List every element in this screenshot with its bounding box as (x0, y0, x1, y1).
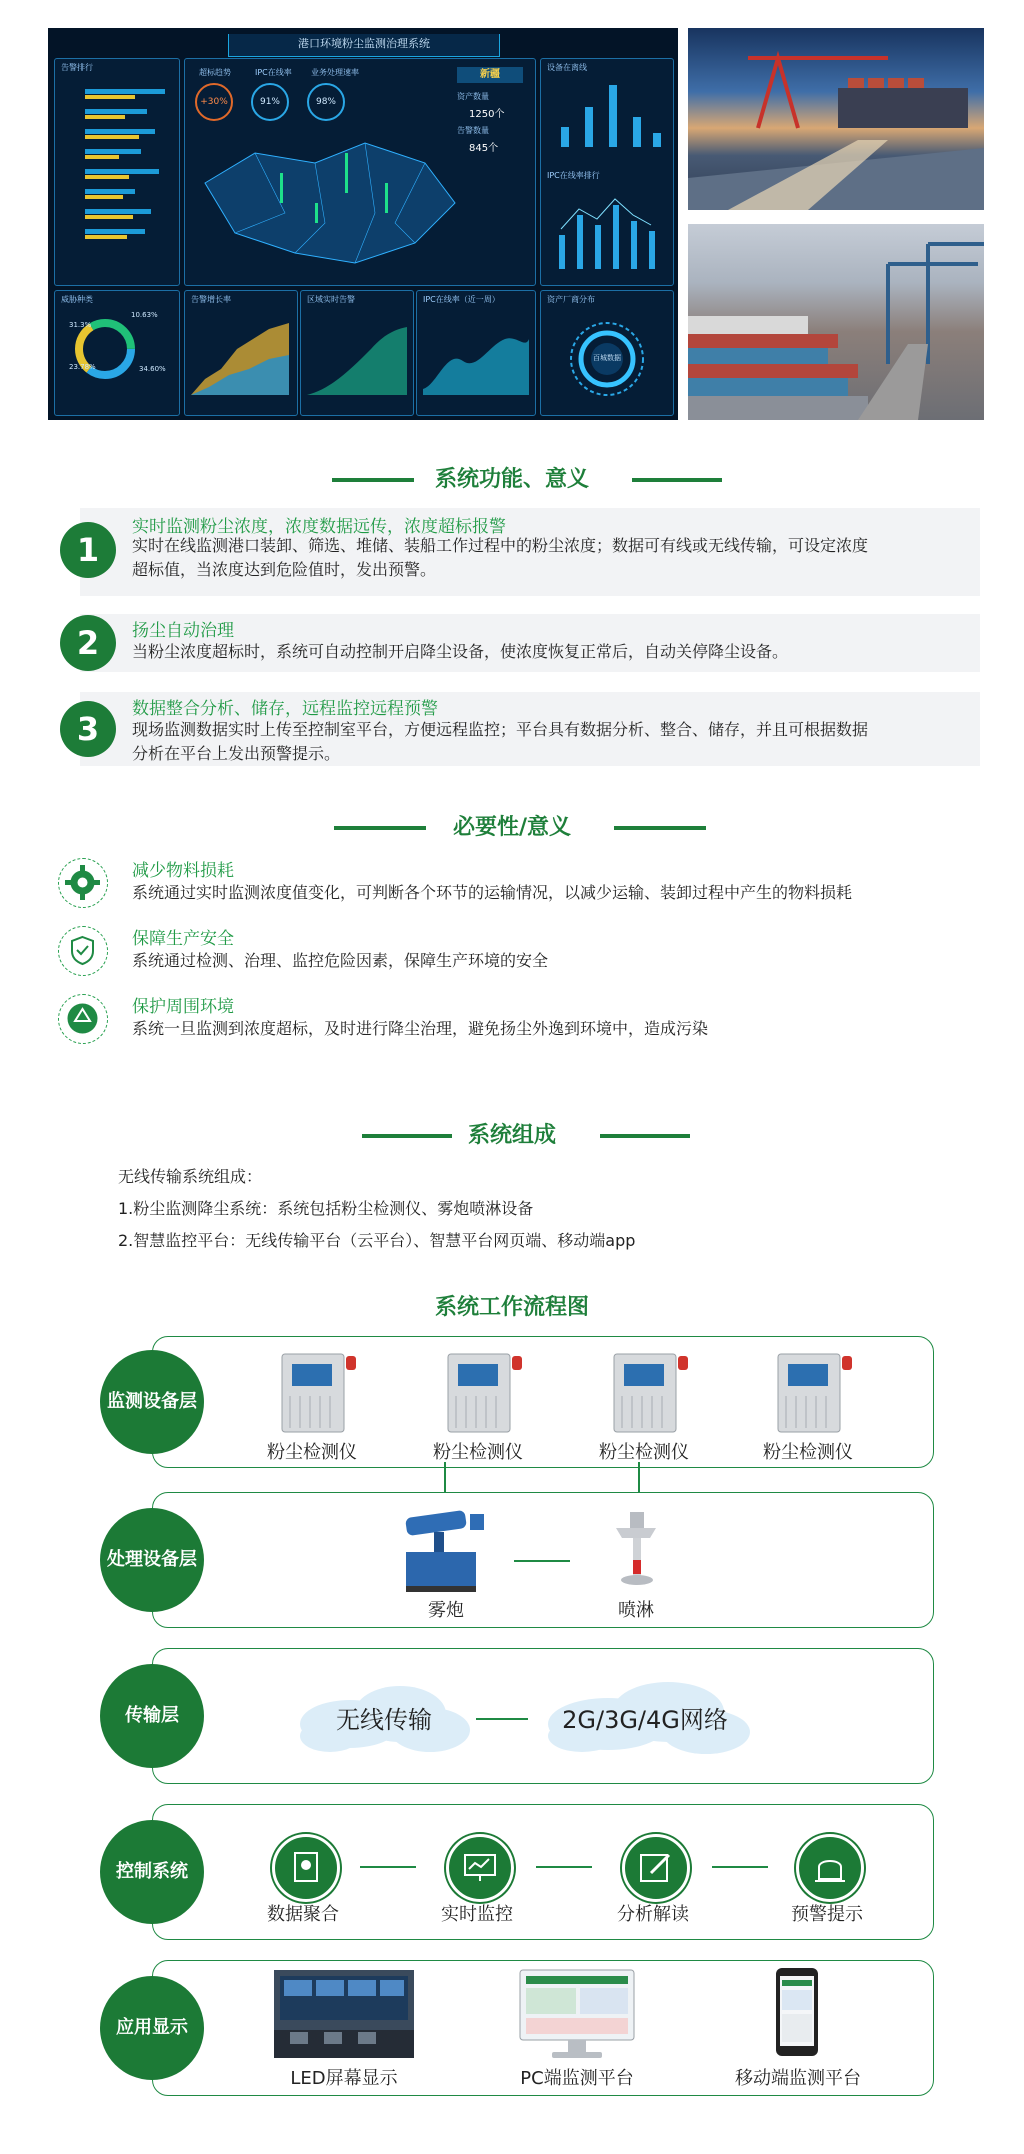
ipc-week-panel (416, 290, 536, 416)
dashboard-screenshot (48, 28, 678, 420)
need-3-text: 系统一旦监测到浓度超标，及时进行降尘治理，避免扬尘外逸到环境中，造成污染 (132, 1019, 709, 1038)
mobile-phone-illustration (774, 1966, 822, 2060)
gear-icon-shape (59, 859, 106, 906)
donut-value-4: 31.3% (69, 321, 92, 329)
need-2-heading: 保障生产安全 (132, 929, 234, 949)
metric-label-2: IPC在线率 (255, 68, 292, 77)
donut-value-3: 34.60% (139, 365, 166, 373)
dust-detector-1 (280, 1348, 360, 1436)
alarm-rank-panel (54, 58, 180, 286)
metric-gauge-3: 98% (307, 83, 345, 121)
monitor-device-label-1: 粉尘检测仪 (267, 1442, 357, 1463)
ipc-rank-title: IPC在线率排行 (547, 171, 600, 180)
layer-display: 应用显示 (100, 1976, 204, 2080)
shield-icon-shape (59, 927, 106, 974)
edit-icon (622, 1834, 690, 1902)
control-label-3: 分析解读 (617, 1904, 689, 1925)
display-label-1: LED屏幕显示 (290, 2068, 398, 2089)
led-screen-photo (274, 1970, 414, 2058)
dust-detector-4 (776, 1348, 856, 1436)
control-label-4: 预警提示 (791, 1904, 863, 1925)
threat-type-title: 威胁种类 (61, 295, 93, 304)
feature-3-heading: 数据整合分析、储存，远程监控远程预警 (132, 699, 438, 719)
alarm-shape (799, 1837, 861, 1899)
alarm-rank-bars (55, 79, 179, 279)
port-crane-photo (688, 28, 984, 210)
feature-1-text-line1: 实时在线监测港口装卸、筛选、堆储、装船工作过程中的粉尘浓度；数据可有线或无线传输，可设定浓度 (132, 536, 869, 555)
device-online-bars (541, 77, 673, 157)
section1-line-right (632, 478, 722, 482)
alert-growth-panel (184, 290, 298, 416)
dust-detector-icon (776, 1348, 856, 1436)
sprinkler-icon (606, 1508, 666, 1594)
monitor-device-label-2: 粉尘检测仪 (433, 1442, 523, 1463)
alert-value: 845个 (469, 143, 499, 154)
transport-label-2: 2G/3G/4G网络 (562, 1706, 728, 1734)
display-label-2: PC端监测平台 (520, 2068, 634, 2089)
section2-title: 必要性/意义 (452, 815, 572, 840)
ipc-week-title: IPC在线率（近一周） (423, 295, 500, 304)
pc-monitor-illustration (518, 1968, 636, 2062)
edit-shape (625, 1837, 687, 1899)
process-device-label-2: 喷淋 (618, 1600, 654, 1621)
display-label-3: 移动端监测平台 (735, 2068, 861, 2089)
monitor-device-label-4: 粉尘检测仪 (763, 1442, 853, 1463)
region-map (195, 123, 465, 273)
pc-monitor-photo (518, 1968, 636, 2062)
gear-icon (58, 858, 108, 908)
donut-value-1: 10.63% (131, 311, 158, 319)
donut-value-2: 23.78% (69, 363, 96, 371)
fog-cannon (396, 1508, 496, 1594)
asset-value: 1250个 (469, 109, 505, 120)
feature-2-heading: 扬尘自动治理 (132, 621, 234, 641)
region-badge: 新疆 (457, 67, 523, 83)
feature-3-number: 3 (60, 701, 116, 757)
feature-3-text-line1: 现场监测数据实时上传至控制室平台，方便远程监控；平台具有数据分析、整合、储存，并且可根据数据 (132, 720, 869, 739)
feature-2-number: 2 (60, 615, 116, 671)
dust-detector-3 (612, 1348, 692, 1436)
flow-title: 系统工作流程图 (434, 1295, 589, 1320)
layer-process: 处理设备层 (100, 1508, 204, 1612)
layer-monitor: 监测设备层 (100, 1350, 204, 1454)
section3-line-right (600, 1134, 690, 1138)
dust-detector-icon (612, 1348, 692, 1436)
need-2-text: 系统通过检测、治理、监控危险因素，保障生产环境的安全 (132, 951, 549, 970)
map-panel (184, 58, 536, 286)
led-screen-illustration (274, 1970, 414, 2058)
area-alert-curve (301, 309, 413, 409)
process-device-label-1: 雾炮 (428, 1600, 464, 1621)
metric-label-3: 业务处理速率 (311, 68, 359, 77)
feature-2-text-line1: 当粉尘浓度超标时，系统可自动控制开启降尘设备，使浓度恢复正常后，自动关停降尘设备。 (132, 642, 789, 661)
ipc-rank-chart (541, 185, 673, 275)
shield-icon (58, 926, 108, 976)
process-connector (514, 1560, 570, 1562)
alert-growth-title: 告警增长率 (191, 295, 231, 304)
mobile-phone-photo (774, 1966, 822, 2060)
composition-line-1: 无线传输系统组成： (118, 1167, 263, 1186)
control-label-1: 数据聚合 (267, 1904, 339, 1925)
recycle-icon-shape (59, 995, 106, 1042)
area-alert-panel (300, 290, 414, 416)
composition-line-3: 2.智慧监控平台：无线传输平台（云平台）、智慧平台网页端、移动端app (118, 1231, 636, 1250)
control-label-2: 实时监控 (441, 1904, 513, 1925)
section2-line-right (614, 826, 706, 830)
container-yard-photo (688, 224, 984, 420)
section3-title: 系统组成 (467, 1123, 556, 1148)
transport-connector (476, 1718, 528, 1720)
need-1-text: 系统通过实时监测浓度值变化，可判断各个环节的运输情况，以减少运输、装卸过程中产生的物料损耗 (132, 883, 853, 902)
threat-type-panel (54, 290, 180, 416)
sprinkler (606, 1508, 666, 1594)
clipboard-icon (275, 1837, 337, 1899)
need-1-heading: 减少物料损耗 (132, 861, 234, 881)
feature-1-heading: 实时监测粉尘浓度，浓度数据远传，浓度超标报警 (132, 517, 506, 537)
port-crane-illustration (688, 28, 984, 210)
alarm-rank-title: 告警排行 (61, 63, 93, 72)
alarm-icon (796, 1834, 864, 1902)
fog-cannon-icon (396, 1508, 496, 1594)
vendor-center-label: 百城数据 (593, 354, 621, 362)
monitor-icon (446, 1834, 514, 1902)
composition-line-2: 1.粉尘监测降尘系统：系统包括粉尘检测仪、雾炮喷淋设备 (118, 1199, 534, 1218)
need-3-heading: 保护周围环境 (132, 997, 234, 1017)
vendor-panel (540, 290, 674, 416)
metric-label-1: 超标趋势 (199, 68, 231, 77)
monitor-device-label-3: 粉尘检测仪 (599, 1442, 689, 1463)
data-aggregate-icon (272, 1834, 340, 1902)
ipc-week-curve (417, 309, 535, 409)
feature-3-text-line2: 分析在平台上发出预警提示。 (132, 744, 341, 763)
transport-label-1: 无线传输 (336, 1706, 432, 1734)
recycle-icon (58, 994, 108, 1044)
dust-detector-icon (446, 1348, 526, 1436)
metric-gauge-1: +30% (195, 83, 233, 121)
alert-growth-area (185, 309, 297, 409)
layer-control: 控制系统 (100, 1820, 204, 1924)
control-connector-2 (536, 1866, 592, 1868)
layer-transport: 传输层 (100, 1664, 204, 1768)
device-online-title: 设备在离线 (547, 63, 587, 72)
monitor-shape (449, 1837, 511, 1899)
control-connector-1 (360, 1866, 416, 1868)
feature-1-number: 1 (60, 522, 116, 578)
container-yard-illustration (688, 224, 984, 420)
alert-label: 告警数量 (457, 126, 489, 135)
metric-gauge-2: 91% (251, 83, 289, 121)
feature-1-text-line2: 超标值，当浓度达到危险值时，发出预警。 (132, 560, 437, 579)
asset-label: 资产数量 (457, 92, 489, 101)
area-alert-title: 区域实时告警 (307, 295, 355, 304)
device-online-panel (540, 58, 674, 286)
section1-title: 系统功能、意义 (434, 467, 589, 492)
dust-detector-2 (446, 1348, 526, 1436)
dust-detector-icon (280, 1348, 360, 1436)
control-connector-3 (712, 1866, 768, 1868)
vendor-title: 资产厂商分布 (547, 295, 595, 304)
dashboard-title: 港口环境粉尘监测治理系统 (228, 34, 500, 57)
